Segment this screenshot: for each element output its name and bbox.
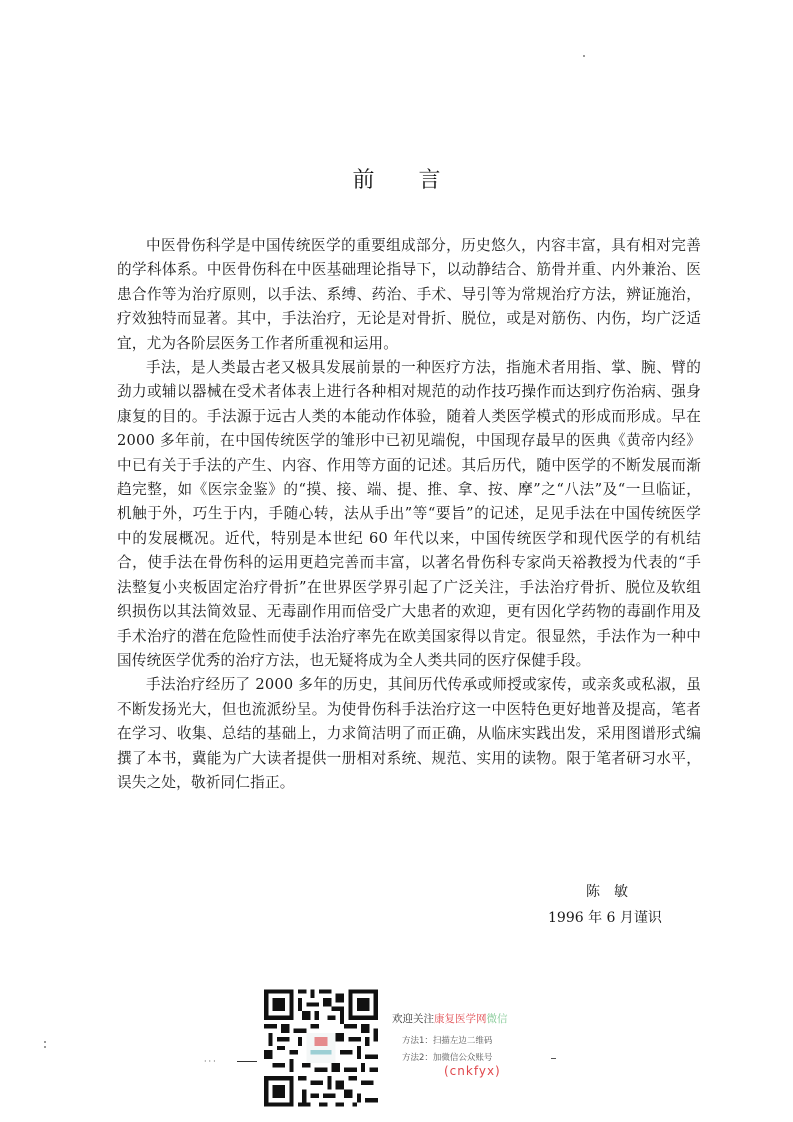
promo-brand: 康复医学网 (434, 1013, 487, 1025)
promo-method-1: 方法1：扫描左边二维码 (402, 1036, 493, 1046)
promo-text (392, 1011, 552, 1078)
decorative-dots: ··· (204, 1057, 218, 1066)
qr-code-icon[interactable] (260, 985, 382, 1111)
promo-method-2: 方法2：加微信公众账号 (402, 1053, 493, 1063)
promo-headline-prefix: 欢迎关注 (392, 1013, 434, 1025)
paragraph: 中医骨伤科学是中国传统医学的重要组成部分，历史悠久，内容丰富，具有相对完善的学科体系。中医骨伤科在中医基础理论指导下，以动静结合、筋骨并重、内外兼治、医患合作等为治疗原则，以手法、系缚、药治、手术、导引等为常规治疗方法，辨证施治，疗效独特而显著。其中，手法治疗，无论是对骨折、脱位，或是对筋伤、内伤，均广泛适宜，尤为各阶层医务工作者所重视和运用。 (117, 237, 701, 352)
scan-speck (44, 1046, 46, 1048)
page-title: 前言 (352, 167, 485, 193)
author-name: 陈敏 (586, 884, 642, 900)
promo-headline (392, 1011, 552, 1026)
scan-speck (583, 55, 585, 57)
decorative-rule (551, 1058, 556, 1059)
promo-banner (252, 985, 552, 1115)
paragraph: 手法，是人类最古老又极具发展前景的一种医疗方法，指施术者用指、掌、腕、臂的劲力或辅以器械在受术者体表上进行各种相对规范的动作技巧操作而达到疗伤治病、强身康复的目的。手法源于远古人类的本能动作体验，随着人类医学模式的形成而形成。早在 2000 多年前，在中国传统医学的雏形中已初见端倪，中国现存最早的医典《黄帝内经》中已有关于手法的产生、内容、作用等方面的记述。其后历代，随中医学的不断发展而渐趋完整，如《医宗金鉴》的“摸、接、端、提、推、拿、按、摩”之“八法”及“一旦临证，机触于外，巧生于内，手随心转，法从手出”等“要旨”的记述，足见手法在中国传统医学中的发展概况。近代，特别是本世纪 60 年代以来，中国传统医学和现代医学的有机结合，使手法在骨伤科的运用更趋完善而丰富，以著名骨伤科专家尚天裕教授为代表的“手法整复小夹板固定治疗骨折”在世界医学界引起了广泛关注，手法治疗骨折、脱位及软组织损伤以其法简效显、无毒副作用而倍受广大患者的欢迎，更有因化学药物的毒副作用及手术治疗的潜在危险性而使手法治疗率先在欧美国家得以肯定。很显然，手法作为一种中国传统医学优秀的治疗方法，也无疑将成为全人类共同的医疗保健手段。 (117, 359, 701, 669)
paragraph: 手法治疗经历了 2000 多年的历史，其间历代传承或师授或家传，或亲炙或私淑，虽不断发扬光大，但也流派纷呈。为使骨伤科手法治疗这一中医特色更好地普及提高，笔者在学习、收集、总结的基础上，力求简洁明了而正确，从临床实践出发，采用图谱形式编撰了本书，冀能为广大读者提供一册相对系统、规范、实用的读物。限于笔者研习水平，误失之处，敬祈同仁指正。 (117, 676, 701, 791)
preface-body (117, 234, 701, 795)
signature-block (548, 880, 708, 930)
signature-date: 1996 年 6 月谨识 (548, 910, 662, 926)
promo-account-id: (cnkfyx) (444, 1064, 501, 1078)
promo-headline-tail: 微信 (486, 1013, 508, 1025)
scan-speck (44, 1041, 46, 1043)
